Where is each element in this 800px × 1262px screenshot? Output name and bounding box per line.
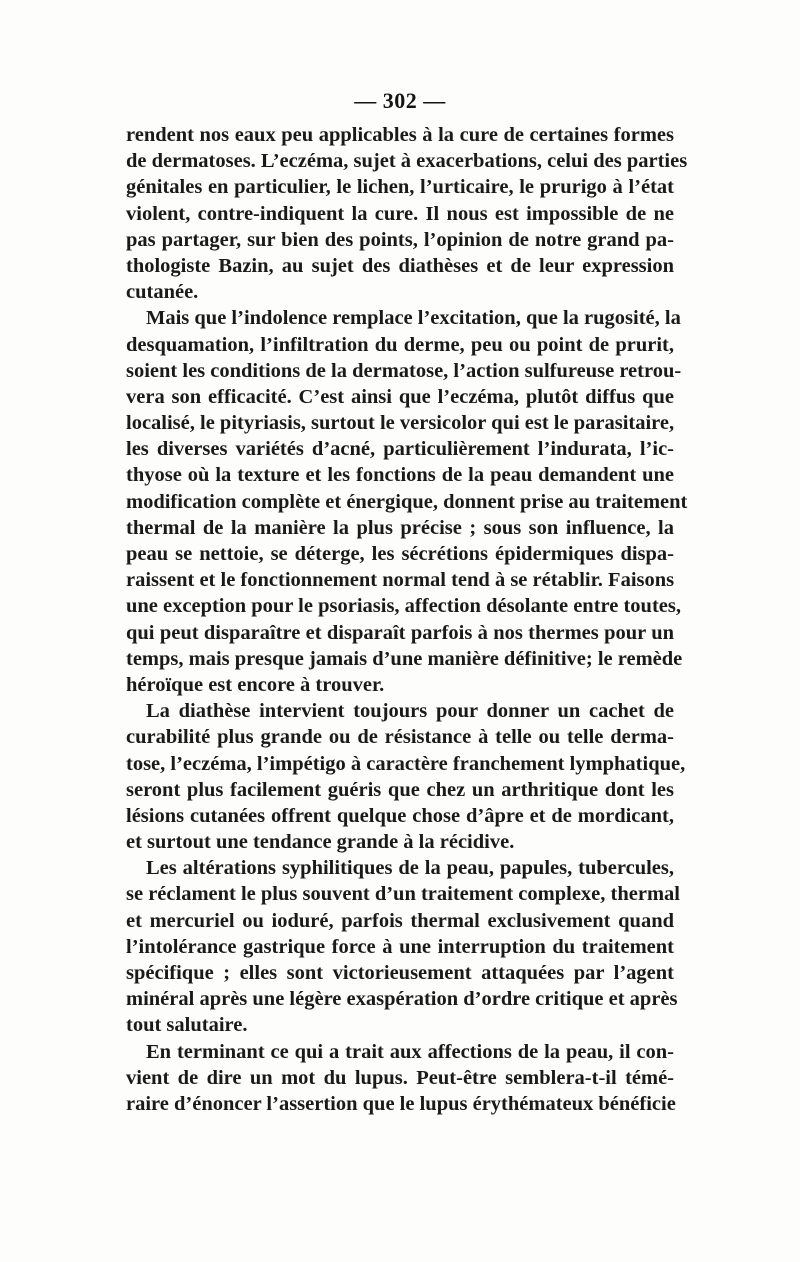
body-text [126, 122, 688, 1117]
text-line: l’intolérance gastrique force à une interruption du traitement [126, 935, 674, 958]
text-line: soient les conditions de la dermatose, l’action sulfureuse retrou- [126, 359, 682, 382]
text-line: minéral après une légère exaspération d’ordre critique et après [126, 988, 678, 1011]
text-line: de dermatoses. L’eczéma, sujet à exacerbations, celui des parties [126, 150, 688, 173]
text-line: tose, l’eczéma, l’impétigo à caractère franchement lymphatique, [126, 752, 686, 775]
text-line: curabilité plus grande ou de résistance à telle ou telle derma- [126, 726, 674, 749]
text-line: thologiste Bazin, au sujet des diathèses et de leur expression [126, 254, 674, 277]
text-line: localisé, le pityriasis, surtout le versicolor qui est le parasitaire, [126, 412, 675, 435]
text-line: une exception pour le psoriasis, affection désolante entre toutes, [126, 595, 681, 618]
text-line: qui peut disparaître et disparaît parfois à nos thermes pour un [126, 621, 674, 644]
text-line: La diathèse intervient toujours pour donner un cachet de [146, 700, 674, 723]
text-line: se réclament le plus souvent d’un traitement complexe, thermal [126, 883, 680, 906]
text-line: rendent nos eaux peu applicables à la cure de certaines formes [126, 124, 674, 146]
text-line: Les altérations syphilitiques de la peau, papules, tubercules, [146, 857, 674, 880]
text-line: raissent et le fonctionnement normal tend à se rétablir. Faisons [126, 569, 675, 592]
text-line: thermal de la manière la plus précise ; sous son influence, la [126, 516, 674, 539]
text-line: lésions cutanées offrent quelque chose d’âpre et de mordicant, [126, 804, 674, 827]
text-line: thyose où la texture et les fonctions de la peau demandent une [126, 464, 674, 487]
text-line: Mais que l’indolence remplace l’excitation, que la rugosité, la [146, 307, 681, 330]
text-line: tout salutaire. [126, 1014, 248, 1037]
text-line: seront plus facilement guéris que chez un arthritique dont les [126, 778, 674, 801]
text-line: et mercuriel ou ioduré, parfois thermal exclusivement quand [126, 909, 674, 932]
text-line: En terminant ce qui a trait aux affections de la peau, il con- [146, 1040, 674, 1063]
text-line: les diverses variétés d’acné, particulièrement l’indurata, l’ic- [126, 438, 674, 461]
text-line: vient de dire un mot du lupus. Peut-être semblera-t-il témé- [126, 1066, 674, 1089]
text-line: modification complète et énergique, donnent prise au traitement [126, 490, 688, 513]
text-line: temps, mais presque jamais d’une manière définitive; le remède [126, 647, 683, 670]
text-line: peau se nettoie, se déterge, les sécrétions épidermiques dispa- [126, 543, 674, 565]
text-line: cutanée. [126, 281, 199, 304]
text-line: héroïque est encore à trouver. [126, 673, 385, 696]
text-line: génitales en particulier, le lichen, l’urticaire, le prurigo à l’état [126, 176, 674, 199]
text-line: raire d’énoncer l’assertion que le lupus érythémateux bénéficie [126, 1092, 676, 1115]
page-number: — 302 — [354, 88, 446, 113]
text-line: pas partager, sur bien des points, l’opinion de notre grand pa- [126, 228, 674, 251]
text-line: spécifique ; elles sont victorieusement attaquées par l’agent [126, 962, 674, 984]
text-line: vera son efficacité. C’est ainsi que l’eczéma, plutôt diffus que [126, 385, 674, 408]
text-line: desquamation, l’infiltration du derme, peu ou point de prurit, [126, 333, 674, 356]
text-line: violent, contre-indiquent la cure. Il nous est impossible de ne [126, 202, 674, 225]
text-line: et surtout une tendance grande à la récidive. [126, 831, 515, 854]
